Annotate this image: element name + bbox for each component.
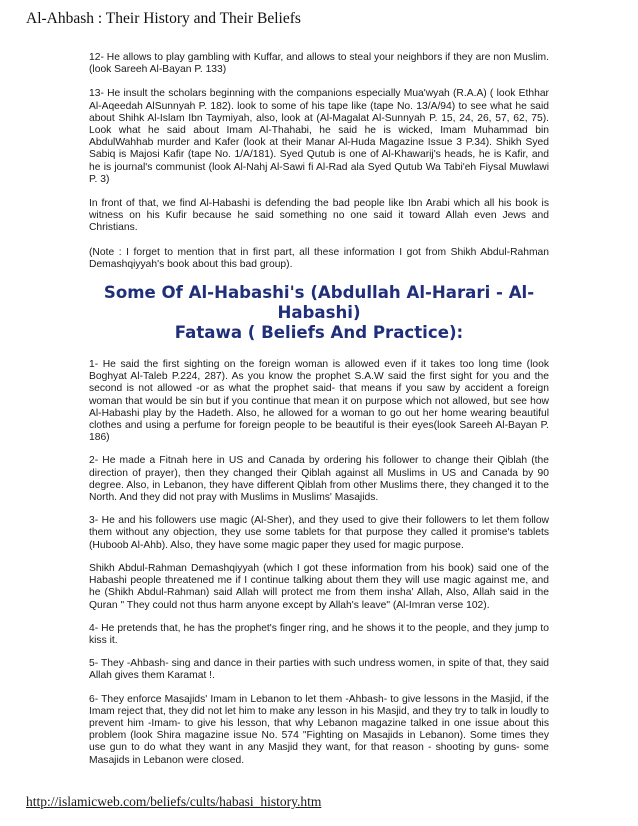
paragraph-magic-threat: Shikh Abdul-Rahman Demashqiyyah (which I got these information from his book) said one of the Habashi people threatened me if I continue talking about them they will use magic against me, and he (Shikh Abdul-Rahman) said Allah will protect me from them insha' Allah, Also, Allah said in the Quran " They could not thus harm anyone except by Allah's leave" (Al-Imran verse 102). <box>89 562 549 611</box>
paragraph-note: (Note : I forget to mention that in first part, all these information I got from Shikh Abdul-Rahman Demashqiyyah's book about this bad group). <box>89 246 549 270</box>
paragraph-fatwa-2: 2- He made a Fitnah here in US and Canada by ordering his follower to change their Qiblah (the direction of prayer), then they changed their Qiblah against all Muslims in US and Canada by 90 degree. Also, in Lebanon, they have different Qiblah from other Muslims there, they changed it to the North. And they did not pray with Muslims in Muslims' Masajids. <box>89 455 549 504</box>
section-heading-line-2: Fatawa ( Beliefs And Practice): <box>174 323 464 343</box>
paragraph-defending: In front of that, we find Al-Habashi is defending the bad people like Ibn Arabi which all his book is witness on his Kufir because he said something no one said it toward Allah even Jews and Christians. <box>89 198 549 234</box>
paragraph-12: 12- He allows to play gambling with Kuffar, and allows to steal your neighbors if they are non Muslim. (look Sareeh Al-Bayan P. 133) <box>89 52 549 76</box>
source-url-link[interactable]: http://islamicweb.com/beliefs/cults/habasi_history.htm <box>26 794 322 809</box>
section-heading <box>89 283 549 343</box>
running-header: Al-Ahbash : Their History and Their Beliefs <box>26 10 301 27</box>
paragraph-fatwa-4: 4- He pretends that, he has the prophet's finger ring, and he shows it to the people, and they jump to kiss it. <box>89 622 549 646</box>
paragraph-fatwa-3: 3- He and his followers use magic (Al-Sher), and they used to give their followers to let them follow them without any objection, they use some tablets for that purpose they called it promise's tablets (Huboob Al-Ahb). Also, they have some magic paper they used for magic purpose. <box>89 515 549 551</box>
section-heading-line-1: Some Of Al-Habashi's (Abdullah Al-Harari - Al-Habashi) <box>103 283 535 323</box>
paragraph-13: 13- He insult the scholars beginning with the companions especially Mua'wyah (R.A.A) ( look Ethhar Al-Aqeedah AlSunnyah P. 182). look to some of his tape like (tape No. 13/A/94) to see what he said about Shihk Al-Islam Ibn Taymiyah, also, look at (Al-Magalat Al-Sunnyah P. 15, 24, 26, 57, 62, 75). Look what he said about Imam Al-Thahabi, he said he is wicked, Imam Muhammad bin AbdulWahhab murder and Kafer (look at their Manar Al-Huda Magazine Issue 3 P.34). Shikh Syed Sabiq is Majosi Kafir (tape No. 1/A/181). Syed Qutub is one of Al-Khawarij's heads, he is Kafir, and he is journal's communist (look Al-Nahj Al-Sawi fi Al-Rad ala Syed Qutub Wa Tabi'eh Fiysal Muwlawi P. 3) <box>89 88 549 185</box>
paragraph-fatwa-5: 5- They -Ahbash- sing and dance in their parties with such undress women, in spite of that, they said Allah gives them Karamat !. <box>89 658 549 682</box>
paragraph-fatwa-1: 1- He said the first sighting on the foreign woman is allowed even if it takes too long time (look Boghyat Al-Taleb P.224, 287). As you know the prophet S.A.W said the first sight for you and the second is not allowed -or as what the prophet said- that means if you saw by accident a foreign woman that would be sin but if you continue that mean it on purpose which not allowed, but see how Al-Habashi play by the Hadeth. Also, he allowed for a woman to go out her home wearing beautiful clothes and using a perfume for foreign people to be beautiful is their eyes(look Sareeh Al-Bayan P. 186) <box>89 359 549 444</box>
paragraph-fatwa-6: 6- They enforce Masajids' Imam in Lebanon to let them -Ahbash- to give lessons in the Masjid, if the Imam reject that, they did not let him to make any lesson in his Masjid, and they try to talk in loudly to prevent him -Imam- to give his lesson, that why Lebanon magazine talked in one issue about this problem (look Shira magazine issue No. 574 "Fighting on Masajids in Lebanon). Some times they use gun to do what they want in any Masjid they want, for that reason - shooting by guns- some Masajids in Lebanon were closed. <box>89 693 549 766</box>
document-body <box>89 52 549 767</box>
